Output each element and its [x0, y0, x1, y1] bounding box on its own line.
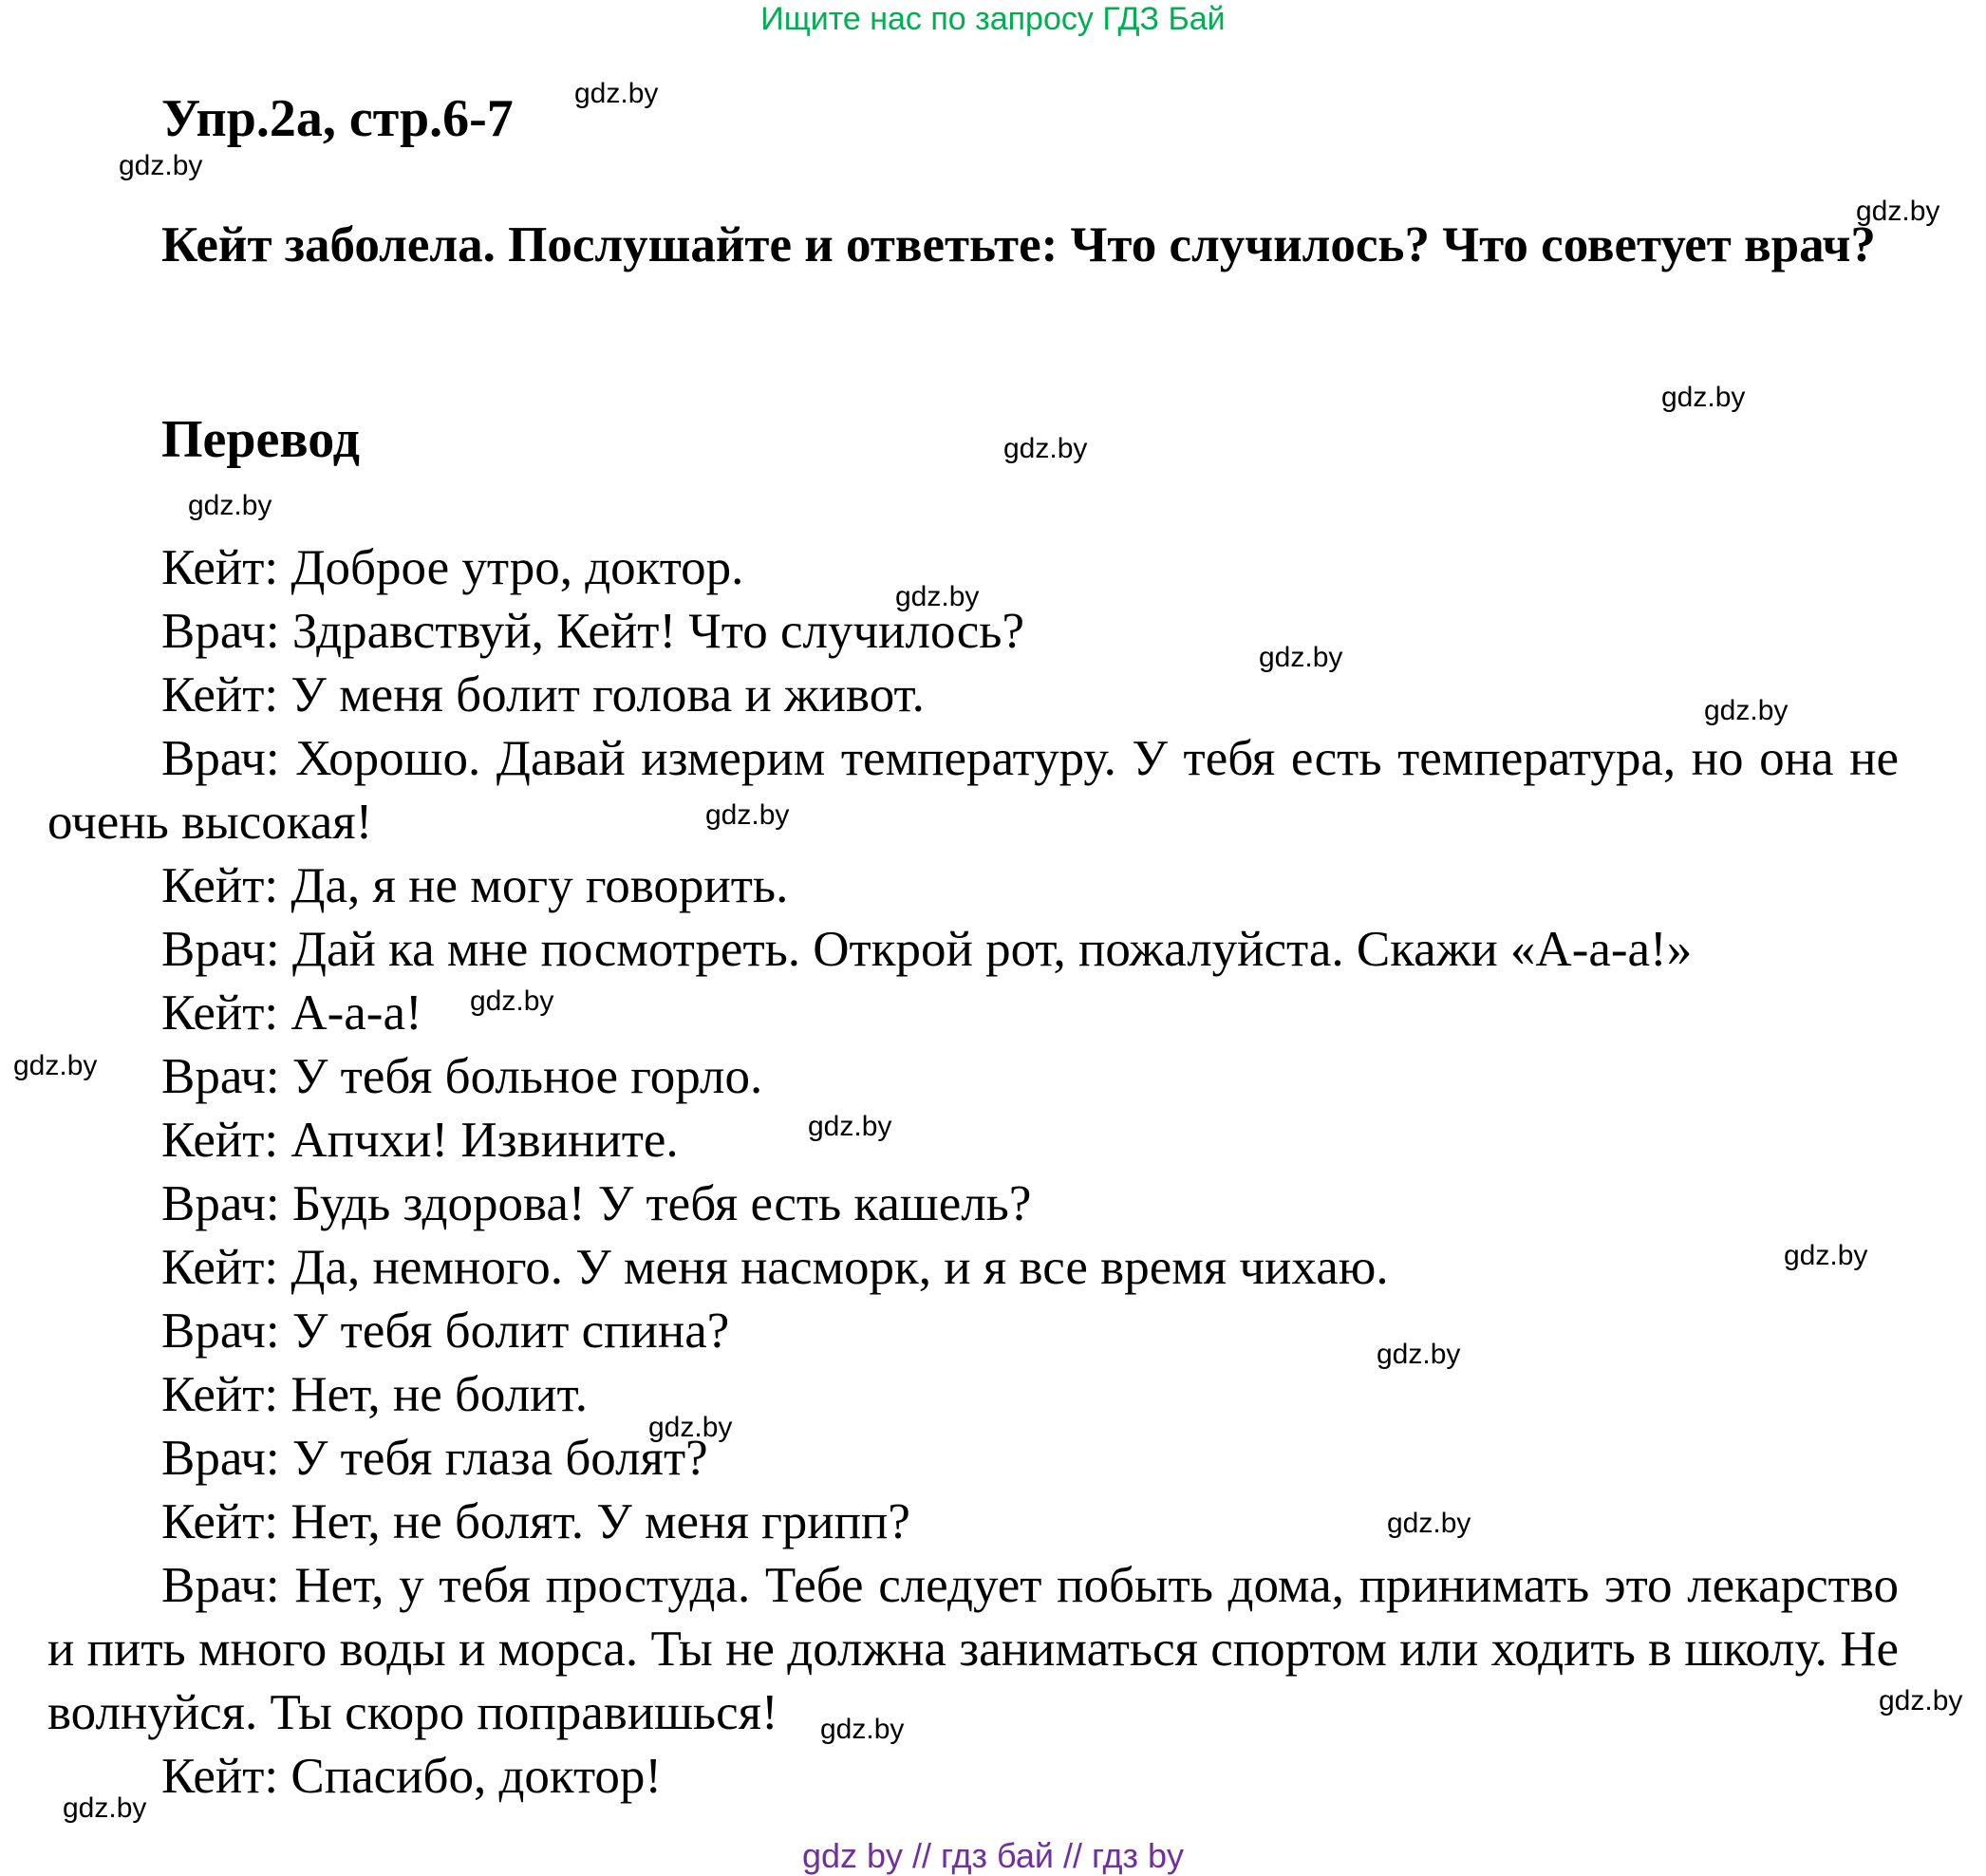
- watermark: gdz.by: [119, 150, 203, 181]
- dialogue-line: Врач: У тебя больное горло.: [161, 1049, 763, 1104]
- dialogue-line: Кейт: Доброе утро, доктор.: [161, 540, 744, 595]
- watermark: gdz.by: [1856, 196, 1940, 227]
- dialogue-line: Врач: Здравствуй, Кейт! Что случилось?: [161, 604, 1024, 659]
- watermark: gdz.by: [63, 1792, 147, 1824]
- dialogue-line: Кейт: Да, немного. У меня насморк, и я все время чихаю.: [161, 1240, 1389, 1295]
- watermark: gdz.by: [1784, 1240, 1868, 1271]
- dialogue-line: Врач: У тебя болит спина?: [161, 1304, 730, 1359]
- watermark: gdz.by: [188, 490, 272, 521]
- watermark: gdz.by: [1661, 382, 1746, 413]
- dialogue-line: Врач: У тебя глаза болят?: [161, 1431, 708, 1486]
- watermark: gdz.by: [808, 1111, 892, 1142]
- dialogue-line: Врач: Будь здорова! У тебя есть кашель?: [161, 1176, 1032, 1231]
- dialogue-line: Кейт: Да, я не могу говорить.: [161, 858, 789, 913]
- watermark: gdz.by: [705, 799, 790, 831]
- watermark: gdz.by: [895, 581, 980, 612]
- dialogue-line: Врач: Дай ка мне посмотреть. Открой рот, пожалуйста. Скажи «А-а-а!»: [161, 922, 1693, 977]
- watermark: gdz.by: [13, 1050, 98, 1081]
- watermark: gdz.by: [1387, 1508, 1471, 1539]
- exercise-title: Упр.2а, стр.6-7: [161, 89, 514, 148]
- watermark: gdz.by: [648, 1412, 733, 1443]
- watermark: gdz.by: [1879, 1685, 1963, 1717]
- dialogue-line: Кейт: Нет, не болит.: [161, 1367, 588, 1422]
- translation-heading: Перевод: [161, 410, 360, 469]
- watermark: gdz.by: [574, 78, 659, 109]
- search-banner: Ищите нас по запросу ГДЗ Бай: [760, 1, 1226, 37]
- watermark: gdz.by: [1377, 1339, 1461, 1370]
- dialogue-line: Кейт: Спасибо, доктор!: [161, 1749, 663, 1804]
- watermark: gdz.by: [820, 1714, 905, 1745]
- dialogue-line: Врач: Нет, у тебя простуда. Тебе следует побыть дома, принимать это лекарство и пить много воды и морса. Ты не должна заниматься спортом или ходить в школу. Не волнуйся. Ты скоро поправишься!: [47, 1558, 1899, 1740]
- dialogue-line: Кейт: У меня болит голова и живот.: [161, 667, 925, 722]
- footer-links: gdz by // гдз бай // гдз by: [801, 1836, 1185, 1875]
- dialogue-line: Кейт: Нет, не болят. У меня грипп?: [161, 1494, 910, 1549]
- watermark: gdz.by: [1704, 695, 1789, 726]
- dialogue: [47, 536, 1899, 1809]
- dialogue-line: Врач: Хорошо. Давай измерим температуру. У тебя есть температура, но она не очень высокая!: [47, 731, 1899, 850]
- watermark: gdz.by: [1259, 642, 1343, 673]
- watermark: gdz.by: [470, 985, 554, 1017]
- watermark: gdz.by: [1003, 433, 1088, 464]
- dialogue-line: Кейт: А-а-а!: [161, 985, 422, 1041]
- task-text: Кейт заболела. Послушайте и ответьте: Что случилось? Что советует врач?: [161, 217, 1876, 272]
- dialogue-line: Кейт: Апчхи! Извините.: [161, 1113, 679, 1168]
